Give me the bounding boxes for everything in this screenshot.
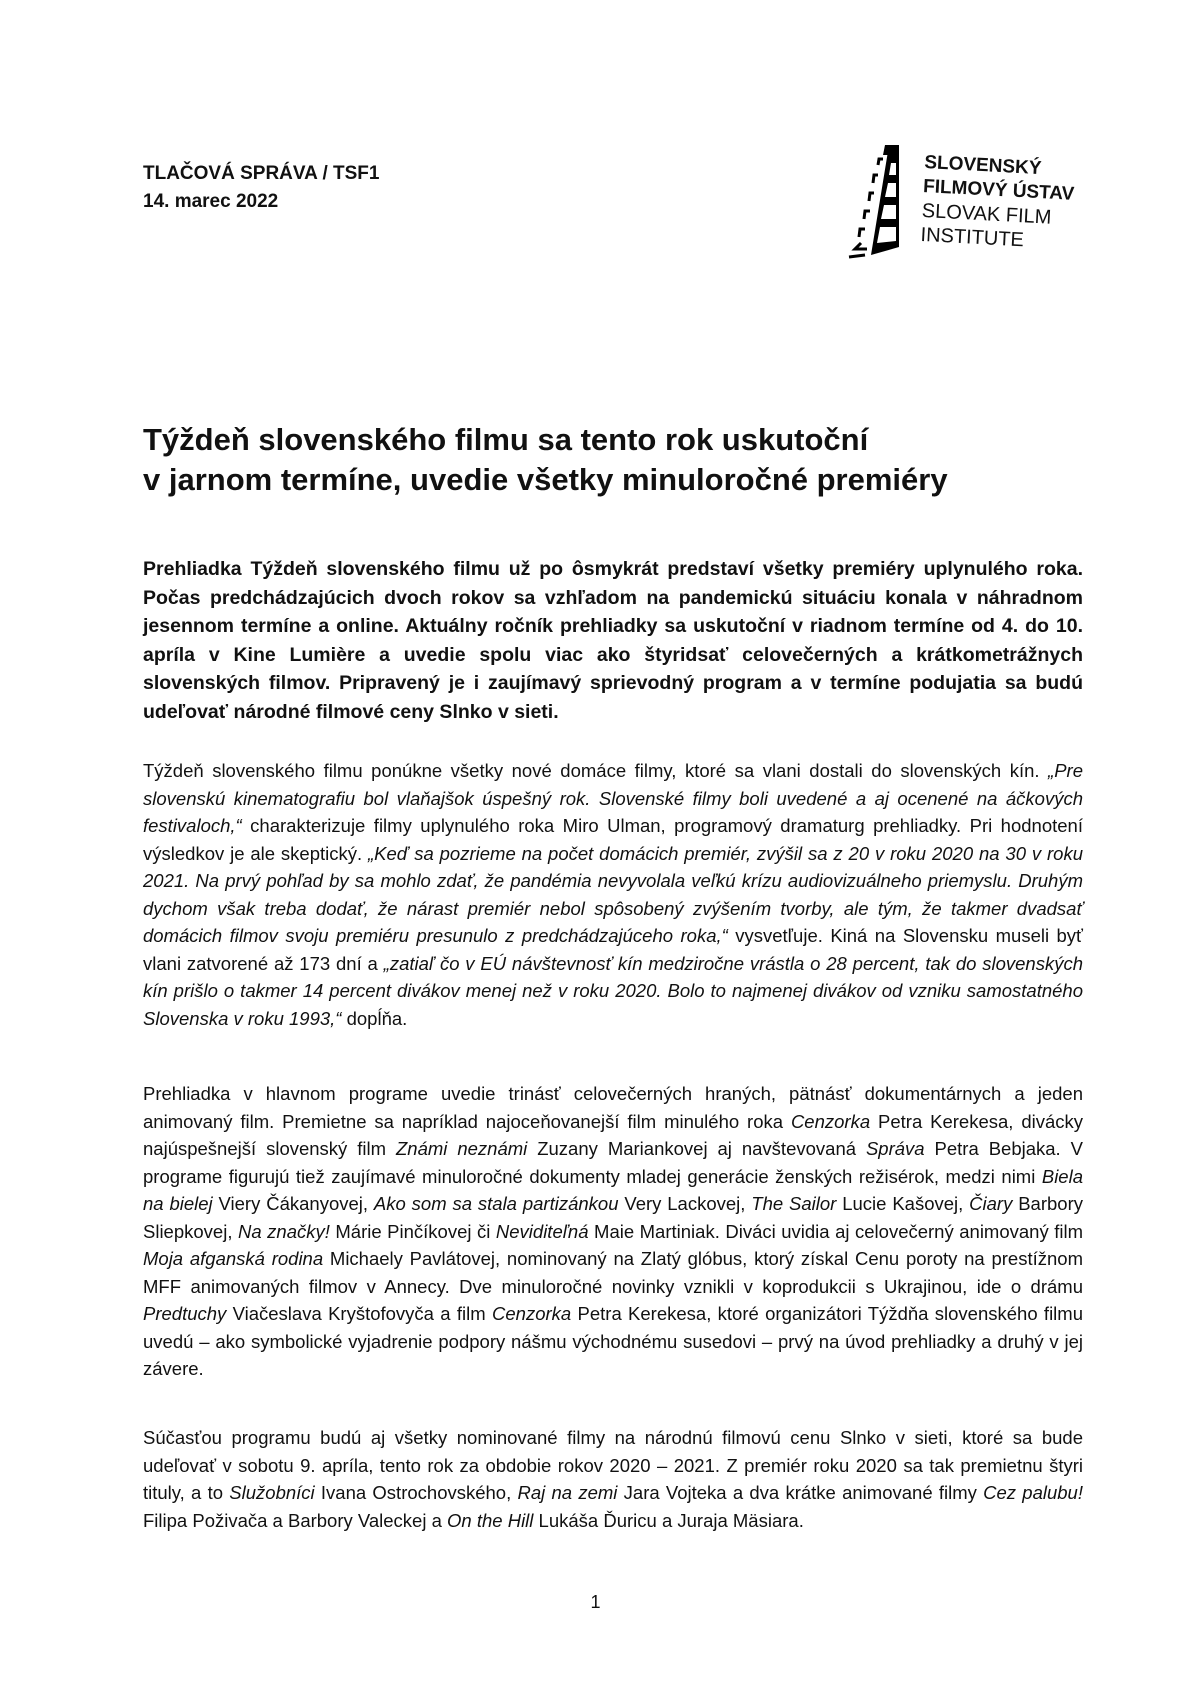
italic-segment: „zatiaľ čo v EÚ návštevnosť kín medziročne vrástla o 28 percent, tak do slovenských kín prišlo o takmer 14 percent divákov menej než v roku 2020. Bolo to najmenej divákov od vzniku samostatného Slovenska v roku 1993,“ [143, 952, 1083, 1029]
text-segment: Súčasťou programu budú aj všetky nominované filmy na národnú filmovú cenu Slnko v sieti, ktoré sa bude udeľovať v sobotu 9. apríla, tento rok za obdobie rokov 2020 – 2021. Z premiér roku 2020 sa tak premietnu štyri tituly, a to [143, 1427, 1083, 1503]
text-segment: Barbory Sliepkovej, [143, 1193, 1083, 1242]
title-line-1: Týždeň slovenského filmu sa tento rok uskutoční [143, 422, 869, 457]
italic-segment: Predtuchy [143, 1303, 227, 1324]
text-segment: Very Lackovej, [618, 1193, 752, 1214]
lead-paragraph: Prehliadka Týždeň slovenského filmu už po ôsmykrát predstaví všetky premiéry uplynulého roka. Počas predchádzajúcich dvoch rokov sa vzhľadom na pandemickú situáciu konala v náhradnom jesennom termíne a online. Aktuálny ročník prehliadky sa uskutoční v riadnom termíne od 4. do 10. apríla v Kine Lumière a uvedie spolu viac ako štyridsať celovečerných a krátkometrážnych slovenských filmov. Pripravený je i zaujímavý sprievodný program a v termíne podujatia sa budú udeľovať národné filmové ceny Slnko v sieti. [143, 558, 1083, 723]
text-segment: Márie Pinčíkovej či [329, 1220, 496, 1242]
text-segment: Týždeň slovenského filmu ponúkne všetky nové domáce filmy, ktoré sa vlani dostali do slovenských kín. [143, 760, 1049, 781]
text-segment: Petra Kerekesa, divácky najúspešnejší slovenský film [143, 1110, 1084, 1159]
italic-segment: Známi neznámi [395, 1138, 528, 1159]
italic-segment: Raj na zemi [517, 1482, 618, 1503]
italic-segment: Moja afganská rodina [143, 1248, 324, 1269]
text-segment: dopĺňa. [341, 1007, 408, 1029]
film-ladder-icon [845, 145, 925, 270]
italic-segment: „Pre slovenskú kinematografiu bol vlaňajšok úspešný rok. Slovenské filmy boli uvedené a aj ocenené na áčkových festivaloch,“ [143, 760, 1083, 836]
italic-segment: Cenzorka [790, 1110, 871, 1132]
logo-line-2: FILMOVÝ ÚSTAV [922, 175, 1075, 205]
italic-segment: Cenzorka [492, 1303, 572, 1324]
sfu-logo [845, 145, 1085, 270]
text-segment: Ivana Ostrochovského, [314, 1482, 518, 1503]
text-segment: charakterizuje filmy uplynulého roka Miro Ulman, programový dramaturg prehliadky. Pri hodnotení výsledkov je ale skeptický. [143, 815, 1083, 864]
italic-segment: Čiary [969, 1193, 1013, 1214]
text-segment: Viery Čákanyovej, [212, 1193, 374, 1214]
text-segment: Petra Bebjaka. V programe figurujú tiež zaujímavé minuloročné dokumenty mladej generácie ženských režisérok, medzi nimi [143, 1138, 1083, 1187]
logo-line-1: SLOVENSKÝ [923, 151, 1042, 180]
italic-segment: The Sailor [751, 1193, 837, 1214]
body-paragraph [143, 1424, 1083, 1534]
logo-line-3: SLOVAK FILM [921, 199, 1052, 229]
text-segment: Lukáša Ďuricu a Juraja Mäsiara. [533, 1509, 804, 1531]
article-title [143, 420, 1103, 500]
italic-segment: Ako som sa stala partizánkou [373, 1193, 619, 1214]
italic-segment: Biela na bielej [143, 1165, 1083, 1214]
italic-segment: Služobníci [229, 1482, 315, 1503]
text-segment: Petra Kerekesa, ktoré organizátori Týždňa slovenského filmu uvedú – ako symbolické vyjadrenie podpory nášmu východnému susedovi – prvý na úvod prehliadky a druhý v jej závere. [143, 1303, 1083, 1379]
text-segment: Filipa Poživača a Barbory Valeckej a [143, 1509, 448, 1531]
press-release-header [143, 160, 379, 216]
text-segment: Michaely Pavlátovej, nominovaný na Zlatý glóbus, ktorý získal Cenu poroty na prestížnom MFF animovaných filmov v Annecy. Dve minuloročné novinky vznikli v koprodukcii s Ukrajinou, ide o drámu [143, 1248, 1083, 1297]
italic-segment: Na značky! [237, 1220, 330, 1242]
text-segment: Lucie Kašovej, [836, 1193, 970, 1214]
text-segment: Prehliadka v hlavnom programe uvedie trinásť celovečerných hraných, pätnásť dokumentárnych a jeden animovaný film. Premietne sa napríklad najoceňovanejší film minulého roka [143, 1083, 1083, 1132]
body-paragraph [143, 1080, 1083, 1383]
page-number: 1 [590, 1592, 601, 1612]
release-date: 14. marec 2022 [143, 191, 279, 212]
text-segment: Viačeslava Kryštofovyča a film [226, 1303, 492, 1324]
document-type: TLAČOVÁ SPRÁVA / TSF1 [143, 163, 380, 184]
text-segment: Zuzany Mariankovej aj navštevovaná [527, 1138, 866, 1159]
body-paragraph [143, 757, 1083, 1032]
italic-segment: Správa [865, 1138, 925, 1159]
logo-wordmark [920, 151, 1076, 255]
italic-segment: On the Hill [447, 1509, 534, 1531]
italic-segment: Cez palubu! [983, 1482, 1083, 1503]
text-segment: vysvetľuje. Kiná na Slovensku museli byť vlani zatvorené až 173 dní a [143, 925, 1083, 974]
text-segment: Maie Martiniak. Diváci uvidia aj celovečerný animovaný film [588, 1220, 1083, 1242]
italic-segment: „Keď sa pozrieme na počet domácich premiér, zvýšil sa z 20 v roku 2020 na 30 v roku 2021. Na prvý pohľad by sa mohlo zdať, že pandémia nevyvolala veľkú krízu audiovizuálneho priemyslu. Druhým dychom však treba dodať, že nárast premiér nebol spôsobený zvýšením tvorby, ale tým, že takmer dvadsať domácich filmov svoju premiéru presunulo z predchádzajúceho roka,“ [143, 842, 1083, 946]
italic-segment: Neviditeľná [495, 1220, 589, 1242]
title-line-2: v jarnom termíne, uvedie všetky minuloročné premiéry [143, 462, 948, 497]
text-segment: Jara Vojteka a dva krátke animované filmy [617, 1482, 984, 1503]
logo-line-4: INSTITUTE [920, 223, 1025, 252]
